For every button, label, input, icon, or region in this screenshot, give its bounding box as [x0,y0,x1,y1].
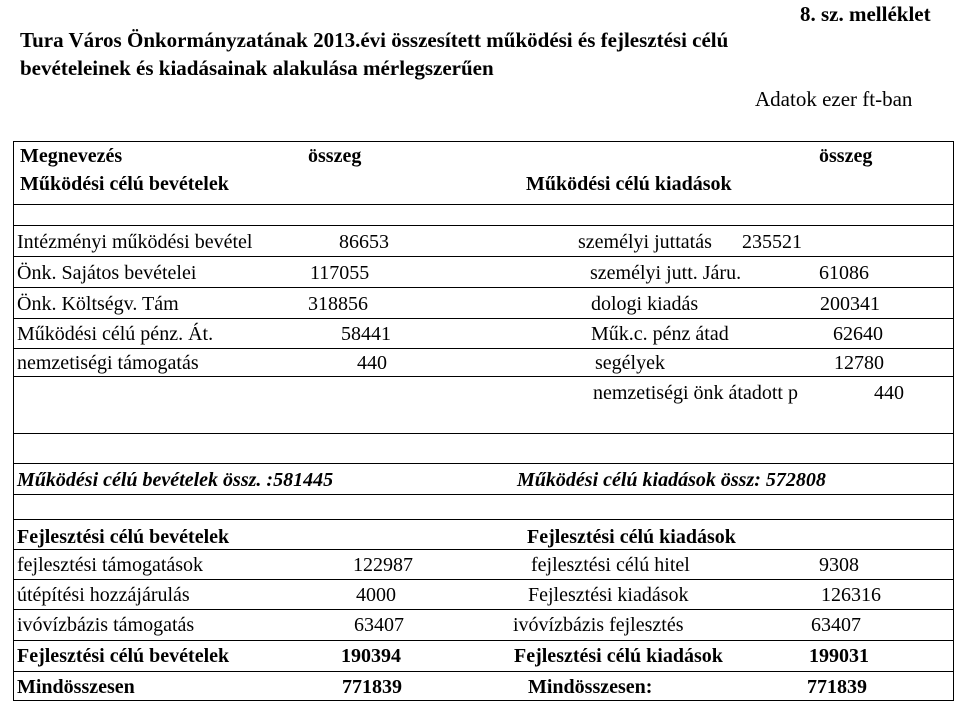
revenue-value: 86653 [339,231,389,253]
table-row [13,610,954,641]
expense-value: 126316 [821,584,881,606]
table-row [13,377,954,434]
development-revenue-heading: Fejlesztési célú bevételek [17,526,230,548]
operating-revenue-total: Működési célú bevételek össz. :581445 [17,469,334,491]
revenue-label: Önk. Költségv. Tám [17,293,179,315]
development-total-row [13,641,954,672]
unit-note: Adatok ezer ft-ban [755,87,913,111]
table-row [13,226,954,257]
revenue-value: 58441 [341,323,391,345]
operating-revenue-heading: Működési célú bevételek [20,173,229,195]
revenue-value: 63407 [354,614,404,636]
expense-label: személyi juttatás [578,231,712,253]
revenue-label: Intézményi működési bevétel [17,231,253,253]
expense-value: 200341 [820,293,880,315]
revenue-label: fejlesztési támogatások [17,554,204,576]
table-row [13,550,954,580]
development-revenue-total-value: 190394 [341,645,401,667]
table-row [13,257,954,288]
revenue-label: ivóvízbázis támogatás [17,614,195,636]
revenue-label: útépítési hozzájárulás [17,584,190,606]
expense-value: 235521 [742,231,802,253]
expense-label: dologi kiadás [591,293,699,315]
development-expense-total-label: Fejlesztési célú kiadások [514,645,723,667]
revenue-label: Önk. Sajátos bevételei [17,262,197,284]
grand-total-row [13,672,954,701]
grand-total-left-value: 771839 [342,676,402,698]
expense-value: 63407 [811,614,861,636]
development-heading-row [13,520,954,550]
revenue-value: 440 [357,352,387,374]
revenue-label: nemzetiségi támogatás [17,352,199,374]
grand-total-right-value: 771839 [807,676,867,698]
column-header-box [13,141,954,205]
expense-label: ivóvízbázis fejlesztés [513,614,684,636]
revenue-label: Működési célú pénz. Át. [17,323,214,345]
col-amount-right-header: összeg [819,145,873,167]
revenue-value: 122987 [353,554,413,576]
spacer-row [13,434,954,464]
development-revenue-total-label: Fejlesztési célú bevételek [17,645,230,667]
operating-total-row [13,464,954,495]
expense-label: nemzetiségi önk átadott p [593,382,798,404]
operating-expense-heading: Működési célú kiadások [526,173,732,195]
expense-label: személyi jutt. Járu. [590,262,742,284]
table-row [13,319,954,349]
expense-label: Fejlesztési kiadások [528,584,689,606]
table-row [13,580,954,610]
title-line-2: bevételeinek és kiadásainak alakulása mérlegszerűen [20,56,494,80]
expense-label: fejlesztési célú hitel [531,554,690,576]
expense-value: 62640 [833,323,883,345]
table-row [13,288,954,319]
title-line-1: Tura Város Önkormányzatának 2013.évi összesített működési és fejlesztési célú [20,28,729,52]
spacer-row [13,495,954,520]
development-expense-heading: Fejlesztési célú kiadások [527,526,736,548]
expense-label: Műk.c. pénz átad [591,323,729,345]
expense-value: 12780 [834,352,884,374]
col-amount-left-header: összeg [308,145,362,167]
revenue-value: 4000 [356,584,396,606]
expense-value: 440 [874,382,904,404]
annex-label: 8. sz. melléklet [800,2,931,26]
spacer-row [13,205,954,226]
expense-value: 61086 [819,262,869,284]
revenue-value: 117055 [310,262,370,284]
grand-total-left-label: Mindösszesen [17,676,135,698]
development-expense-total-value: 199031 [809,645,869,667]
grand-total-right-label: Mindösszesen: [528,676,653,698]
revenue-value: 318856 [308,293,368,315]
expense-label: segélyek [595,352,665,374]
table-row [13,349,954,377]
operating-expense-total: Működési célú kiadások össz: 572808 [517,469,826,491]
expense-value: 9308 [819,554,859,576]
col-name-header: Megnevezés [20,145,123,167]
